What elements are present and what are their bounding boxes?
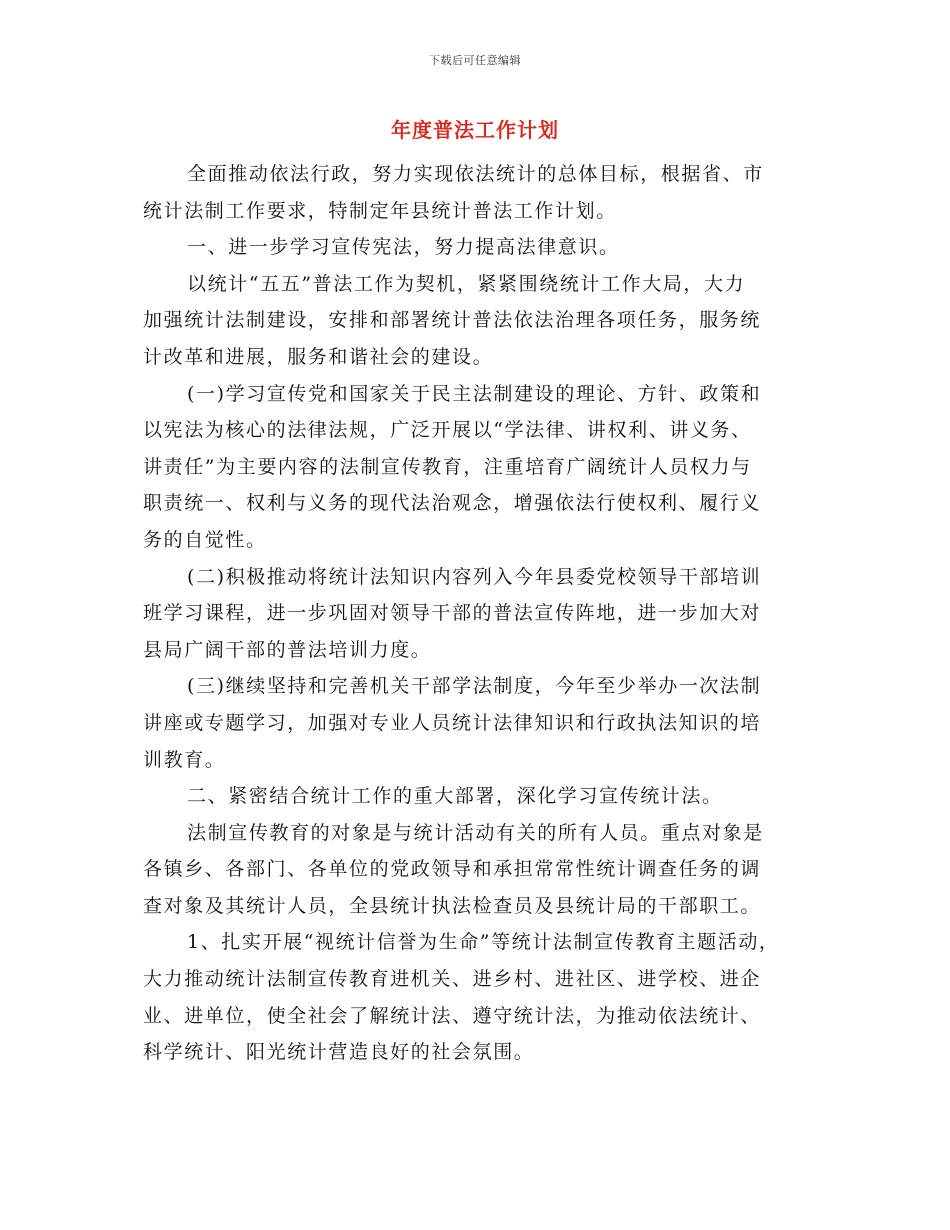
header-note: 下载后可任意编辑 <box>429 54 521 67</box>
text-line: 法制宣传教育的对象是与统计活动有关的所有人员。重点对象是 <box>187 821 764 844</box>
text-line: (一)学习宣传党和国家关于民主法制建设的理论、方针、政策和 <box>187 382 762 405</box>
text-line: 以宪法为核心的法律法规，广泛开展以“学法律、讲权利、讲义务、 <box>143 419 752 442</box>
text-line: 讲座或专题学习，加强对专业人员统计法律知识和行政执法知识的培 <box>143 711 762 734</box>
text-line: 全面推动依法行政，努力实现依法统计的总体目标，根据省、市 <box>187 163 764 185</box>
text-line: 职责统一、权利与义务的现代法治观念，增强依法行使权利、履行义 <box>143 492 762 515</box>
text-line: 业、进单位，使全社会了解统计法、遵守统计法，为推动依法统计、 <box>143 1004 762 1027</box>
text-line: 大力推动统计法制宣传教育进机关、进乡村、进社区、进学校、进企 <box>143 968 762 991</box>
section-heading: 二、紧密结合统计工作的重大部署，深化学习宣传统计法。 <box>187 785 723 808</box>
text-line: 计改革和进展，服务和谐社会的建设。 <box>143 345 494 368</box>
text-line: 加强统计法制建设，安排和部署统计普法依法治理各项任务，服务统 <box>143 309 762 332</box>
text-line: 1、扎实开展“视统计信誉为生命”等统计法制宣传教育主题活动， <box>187 931 780 954</box>
document-body <box>143 156 795 1071</box>
text-line: 统计法制工作要求，特制定年县统计普法工作计划。 <box>143 199 617 222</box>
text-line: (三)继续坚持和完善机关干部学法制度，今年至少举办一次法制 <box>187 675 762 698</box>
text-line: 科学统计、阳光统计营造良好的社会氛围。 <box>143 1041 535 1064</box>
text-line: 县局广阔干部的普法培训力度。 <box>143 638 432 661</box>
text-line: 班学习课程，进一步巩固对领导干部的普法宣传阵地，进一步加大对 <box>143 602 762 625</box>
text-line: 务的自觉性。 <box>143 528 267 551</box>
text-line: (二)积极推动将统计法知识内容列入今年县委党校领导干部培训 <box>187 565 762 588</box>
text-line: 查对象及其统计人员，全县统计执法检查员及县统计局的干部职工。 <box>143 894 762 917</box>
section-heading: 一、进一步学习宣传宪法，努力提高法律意识。 <box>187 236 620 259</box>
text-line: 训教育。 <box>143 748 226 771</box>
text-line: 各镇乡、各部门、各单位的党政领导和承担常常性统计调查任务的调 <box>143 858 762 881</box>
text-line: 讲责任”为主要内容的法制宣传教育，注重培育广阔统计人员权力与 <box>143 455 752 478</box>
document-title: 年度普法工作计划 <box>391 118 559 142</box>
text-line: 以统计“五五”普法工作为契机，紧紧围绕统计工作大局，大力 <box>187 272 746 295</box>
